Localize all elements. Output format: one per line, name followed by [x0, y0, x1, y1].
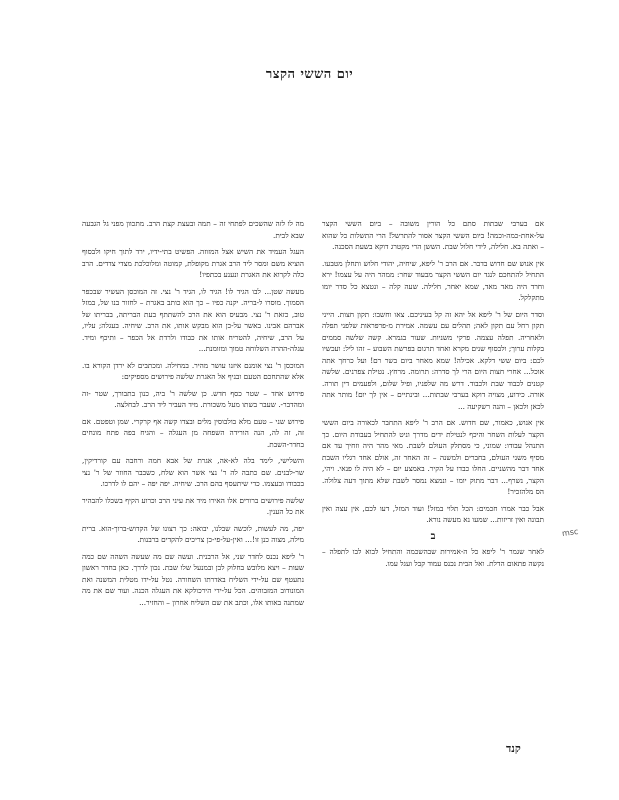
paragraph: אין אנוש שם חדוש בדבר. אם הרב ר' ליפא, שיחיה, יהודי חלוש ותחלן מטבעו. התחיל להתחכם לנגד יום הששי הקצר מבעוד שחר: ממהר היה על עצמו! ירא וחרד היה מאד מאד, שמא יאחר, חלילה. שעה קלה – ונטצא כל סדר יומו מתקלקל.	[322, 258, 544, 302]
paragraph: העגל העמיד את השיש אצל המזוזה. הפשיט בתי-ידיו, ירד לתוך חיקו ולבסוף הוציא משם ומסר ליד הרב אגרת מקופלת, קמוטה ומלוכלכת מצדי צדדים. הרב כלה לקרוא את האגרת ונענע בכתפיו!	[82, 247, 304, 279]
paragraph: לאחר שגמר ר' ליפא כל ה-אמירות שבהשכמה והתחיל לבוא לבו לתפלה – נקשה פתאום הדלת. ואל הבית נכנס עמוד קבל ועגל עמו.	[322, 547, 544, 568]
paragraph: אם בערבי שבתות סתם כל הורין משובה – ביום הששי הקצר על-אחת-כמה-וכמה! ביום הששי הקצר אסור להתרשל! הרי התשלות כל שהוא – ואתה בא. חלילה, לידי חלול שבת. הששן הרי מקטרג דוקא בשעת הסכנה.	[322, 219, 544, 251]
handwritten-margin-note: msc	[561, 526, 579, 539]
paragraph: שלשה פירושים ברורים אלו האירו מיד את עיני הרב וכרוע הקיף בשכלו להבהיר את כל הענין.	[82, 495, 304, 516]
paragraph: פירוש שני – טעם מלא בולבוסין מלים ובצדו קשה אף קרקרי. שמן וטפטם. אם זה, זה לה, הנה הורידה השפחה מן העגלה – והגיח בפה פתח מונחים בחדר-השבת.	[82, 416, 304, 449]
running-head-title: יום הששי הקצר	[265, 67, 354, 82]
section-number: ב	[430, 530, 436, 542]
paragraph: מעשה שטן... לבו הגיד לו! הגיד לו, הגיד ר' נצי. זה המוכסן העשיר שבכפר הסמוך. מוסרו ל-בריה. יקנה כפיו – כך הוא כותב באגרת – לחזור בנו של, במזל טוב, כזאת ר' נצי. מבעיס הוא את הרב להשתתף בעת הבריתה, בבריתו של אברהם אבינו. באשר על-כן הוא מבקש אותו, את הרב. שיחיה. בעגלה; עליו, על הרב, שיחיה, להטריח אותו את כבודו ולרדת אל הכפר – ותיכף ומיד. עגלה-ההרה השלוחה טמוך ומזומנת...	[82, 286, 304, 353]
left-column	[82, 218, 304, 778]
paragraph: אבל כבר אמרו חכמים: הכל תלוי במזל! ועוד המזל, דעו לכם, אין עצה ואין תבונה ואין זריזות... שמעו נא מעשה נורא.	[322, 503, 544, 524]
page-number: קנד	[506, 742, 521, 755]
paragraph: וסדר היום של ר' ליפא אל יהא זה קל בעיניכם. צאו וחשבו: תקון חצות. הייני תקון רחל עם תקון לאה; תהלים עם עשמה. אמירת מ-פרפראות שלפני תפלה ולאחריה. תפלה עצמה. פרקי משניות. שעור בגמרא. קשה שלשה סממים בקלות ערוך; ולבסוף שנים מקרא ואחד תרגום בפרשת השבוע – זהו ליל: ועכשיו לכם: ביום ששי דלקא. אכילה! שמא מאחר ביום בשר רם! ועל כרחך אתה אוכל... אחרי חצות היום הרי לך סדרה: תרומה. מרחץ. נטילת צפרנים. שלשה קטנים לכבוד שבת ולכבוד. דרש מה שלפניו, ופיל שלום, ולפעמים דין תורה. אורה. כידוע, מצויה דוקא בערבי שבתות... ובינתיים – אין לך יום! מותר אתה לכאן ולכאן – והנה רשקיעה ...	[322, 309, 544, 411]
paragraph: אין אנוש, כאמור, שם חדוש. אם הרב ר' ליפא התחבר לכאורה ביום הששי הקצר לעלות השחר והיכף לנטילת ידים מדרך וניט להתחיל בעבודת היום. כך התנהל עבודו: שמוני, כי מסתלק העולם לשבת. מאי מהר היה וזחיך עד אם מסיף משני העולם, בחברים ולמשנה – זה האחר זה, אולם אחד רגליו השבת אחד דבר מהשניים. החלו כבדו על הקיר. באמצע יום – לא היה לו פנאי. ויהי, הקצר, נשרף... דבר מתוק יומו – ונמצא נמסר לשבת שלא מתוך דעה צלולה. הס מלהזכיר!	[322, 418, 544, 496]
paragraph: המוכסן ר' נצי אומנם איזנו עושר מהיר. במחילה. ומכתבים לא ירדן הקורא בו. אלא שהתחכם הטעם ובניף אל האגרת שלשה פירושים מספיקים:	[82, 360, 304, 381]
right-column	[322, 218, 544, 778]
paragraph: מה לו לזה שהשכים לפתחי זה – תמה ובעצת קצת הרב. מתכוון מפני גל הגבעה שבא לבית.	[82, 219, 304, 240]
paragraph: פירוש אחד – שטר כסף חדש. כן שלשה ר' ביה, כנון בתבורך, שטר -זה ומהדבר-. שעבר בשתו מעל משכורת. מיד העביר ליד הרב. לבחלצה.	[82, 388, 304, 409]
paragraph: יפה, מה לעשות, לוכשה שבלנו, יבואה: כך רצונו של הקדוש-ברוך-הוא. ברית מילה, מצוה כנן זו!... ואין-על-פי-כן צריכים להקדים ברבנות.	[82, 523, 304, 544]
paragraph: והשלישי, לימד בלה לא-אה, אגרת של אבא חמה ורחבה עם קורדיקין, שר-לבנים. שם כתבה לה ר' נצי אשר הוא שלח, כשבבר החוזר של ר' נצי בכבודו ובעצמו. כדי שיתעסף בהם הרב. שיחיה. יפה יפה – יהם לו לדרכו.	[82, 456, 304, 488]
paragraph: ר' ליפא נכנס לחדר שני, אל הרבנית. ועשה שם מה שעשה השהה שם כמה שעות – ויצא מלובש בחלוק לבן ובמנעל שלו שבת. נכון לדרך. כאן בחדר ראשון נתעטף שם על-ידי השליח באדרתו השחורה. נטל על-ידו מטלית המשנה ואת המונודוב המזבוהים. הכל על-ידי הירכולקא את העגלה הכנה. ועוד שם את מה שמתנה באותו אלו, וכתב את שם השליח אחרון – והחזיר...	[82, 551, 304, 607]
